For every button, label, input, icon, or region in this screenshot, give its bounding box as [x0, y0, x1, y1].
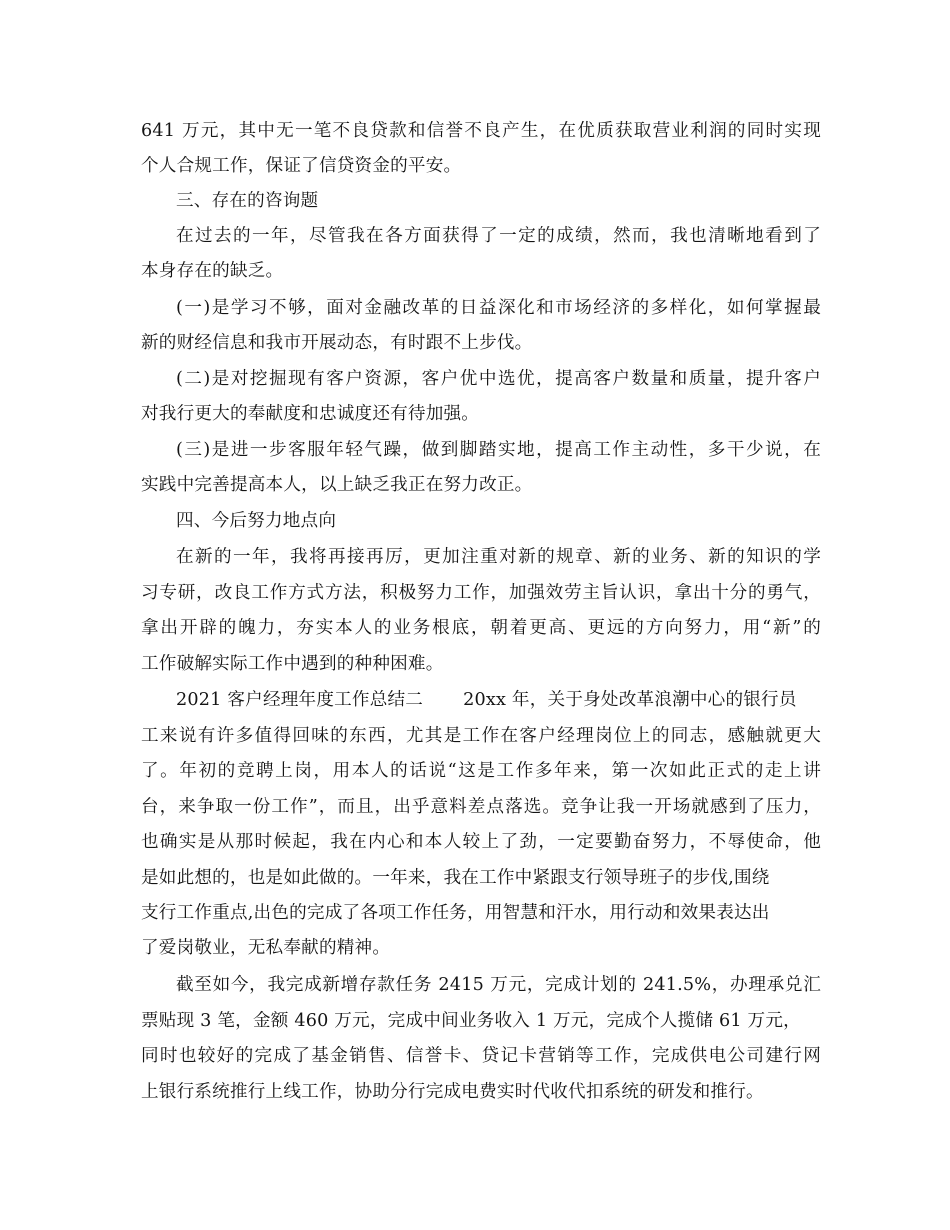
text-line: 也确实是从那时候起，我在内心和本人较上了劲，一定要勤奋努力，不辱使命，他 [141, 832, 821, 852]
text-line: 实践中完善提高本人，以上缺乏我正在努力改正。 [141, 475, 533, 495]
text-line: 在新的一年，我将再接再厉，更加注重对新的规章、新的业务、新的知识的学 [176, 547, 821, 567]
text-line: 上银行系统推行上线工作，协助分行完成电费实时代收代扣系统的研发和推行。 [141, 1082, 764, 1102]
text-span: 20xx 年，关于身处改革浪潮中心的银行员 [463, 690, 797, 710]
text-line: 了。年初的竞聘上岗，用本人的话说“这是工作多年来，第一次如此正式的走上讲 [141, 761, 821, 781]
text-line: 票贴现 3 笔，金额 460 万元，完成中间业务收入 1 万元，完成个人揽储 61 万元， [141, 1011, 801, 1031]
text-line: 在过去的一年，尽管我在各方面获得了一定的成绩，然而，我也清晰地看到了 [176, 226, 821, 246]
section-heading: 四、今后努力地点向 [176, 511, 337, 531]
text-line [176, 683, 821, 717]
text-line: 支行工作重点,出色的完成了各项工作任务，用智慧和汗水，用行动和效果表达出 [141, 903, 770, 923]
subtitle: 2021 客户经理年度工作总结二 [176, 690, 424, 710]
text-line: (二)是对挖掘现有客户资源，客户优中选优，提高客户数量和质量，提升客户 [176, 369, 821, 389]
text-line: 对我行更大的奉献度和忠诚度还有待加强。 [141, 404, 480, 424]
text-line: 习专研，改良工作方式方法，积极努力工作，加强效劳主旨认识，拿出十分的勇气， [141, 583, 821, 603]
text-line: 641 万元，其中无一笔不良贷款和信誉不良产生，在优质获取营业利润的同时实现 [141, 121, 821, 141]
text-line: 个人合规工作，保证了信贷资金的平安。 [141, 156, 462, 176]
text-line: 台，来争取一份工作”，而且，出乎意料差点落选。竞争让我一开场就感到了压力， [141, 797, 821, 817]
section-heading: 三、存在的咨询题 [176, 191, 319, 211]
text-line: 拿出开辟的魄力，夯实本人的业务根底，朝着更高、更远的方向努力，用“新”的 [141, 618, 821, 638]
text-line: 本身存在的缺乏。 [141, 261, 284, 281]
text-line: 了爱岗敬业，无私奉献的精神。 [141, 938, 391, 958]
text-line: 同时也较好的完成了基金销售、信誉卡、贷记卡营销等工作，完成供电公司建行网 [141, 1046, 821, 1066]
text-line: (一)是学习不够，面对金融改革的日益深化和市场经济的多样化，如何掌握最 [176, 298, 821, 318]
text-line: 工来说有许多值得回味的东西，尤其是工作在客户经理岗位上的同志，感触就更大 [141, 726, 821, 746]
text-line: 新的财经信息和我市开展动态，有时跟不上步伐。 [141, 333, 533, 353]
text-line: (三)是进一步客服年轻气躁，做到脚踏实地，提高工作主动性，多干少说，在 [176, 440, 821, 460]
text-line: 工作破解实际工作中遇到的种种困难。 [141, 654, 444, 674]
text-line: 截至如今，我完成新增存款任务 2415 万元，完成计划的 241.5%，办理承兑汇 [176, 975, 821, 995]
text-line: 是如此想的，也是如此做的。一年来，我在工作中紧跟支行领导班子的步伐,围绕 [141, 868, 770, 888]
